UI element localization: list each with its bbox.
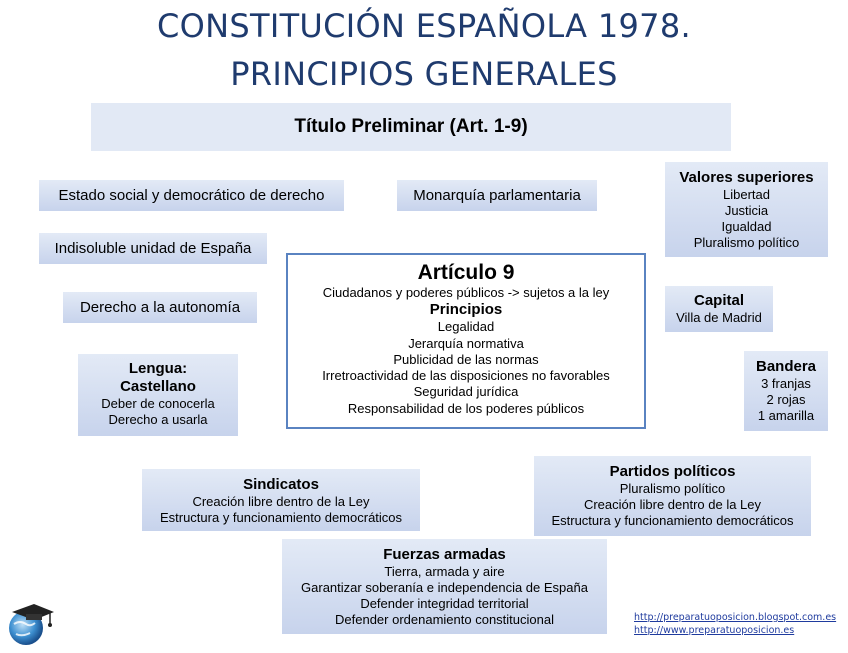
- fuerzas-item: Garantizar soberanía e independencia de España: [301, 580, 588, 595]
- lengua-item: Deber de conocerla: [101, 396, 215, 411]
- articulo9-item: Responsabilidad de los poderes públicos: [347, 400, 585, 416]
- blog-link[interactable]: http://preparatuoposicion.blogspot.com.es: [634, 612, 837, 623]
- valores-header: Valores superiores: [679, 169, 814, 186]
- lengua-header-line: Castellano: [120, 378, 196, 395]
- box-autonomia: [63, 292, 257, 323]
- articulo9-header: Artículo 9: [417, 261, 515, 284]
- articulo9-item: Publicidad de las normas: [393, 351, 539, 367]
- box-bandera: [744, 351, 828, 431]
- fuerzas-item: Defender integridad territorial: [360, 596, 529, 611]
- unidad-label: Indisoluble unidad de España: [54, 240, 252, 257]
- partidos-item: Creación libre dentro de la Ley: [583, 497, 762, 512]
- valores-item: Justicia: [724, 203, 769, 218]
- articulo9-item: Legalidad: [437, 319, 495, 335]
- bandera-item: 1 amarilla: [757, 408, 815, 423]
- articulo9-item: Irretroactividad de las disposiciones no favorables: [322, 368, 610, 384]
- bandera-item: 2 rojas: [766, 392, 806, 407]
- bandera-header: Bandera: [755, 358, 817, 375]
- box-estado-social: [39, 180, 344, 211]
- autonomia-label: Derecho a la autonomía: [79, 299, 241, 316]
- fuerzas-item: Defender ordenamiento constitucional: [335, 612, 554, 627]
- capital-header: Capital: [693, 292, 744, 309]
- box-fuerzas-armadas: [282, 539, 607, 634]
- partidos-header: Partidos políticos: [609, 463, 736, 480]
- box-unidad: [39, 233, 267, 264]
- fuerzas-item: Tierra, armada y aire: [384, 564, 505, 579]
- box-lengua: [78, 354, 238, 436]
- articulo9-item: Seguridad jurídica: [413, 384, 519, 400]
- banner-label: Título Preliminar (Art. 1-9): [294, 116, 528, 137]
- valores-item: Libertad: [723, 187, 770, 202]
- title-line-1: CONSTITUCIÓN ESPAÑOLA 1978.: [157, 7, 691, 45]
- box-valores-superiores: [665, 162, 828, 257]
- sindicatos-header: Sindicatos: [243, 476, 319, 493]
- sindicatos-item: Estructura y funcionamiento democráticos: [159, 510, 403, 525]
- box-articulo-9: [286, 253, 646, 429]
- website-link[interactable]: http://www.preparatuoposicion.es: [634, 625, 795, 636]
- box-sindicatos: [142, 469, 420, 531]
- box-partidos-politicos: [534, 456, 811, 536]
- articulo9-intro: Ciudadanos y poderes públicos -> sujetos a la ley: [322, 285, 610, 300]
- valores-item: Pluralismo político: [693, 235, 800, 250]
- banner-titulo-preliminar: [91, 103, 731, 151]
- lengua-header-line: Lengua:: [128, 360, 188, 377]
- articulo9-subheader: Principios: [429, 301, 503, 319]
- valores-item: Igualdad: [721, 219, 772, 234]
- monarquia-label: Monarquía parlamentaria: [413, 187, 581, 204]
- sindicatos-item: Creación libre dentro de la Ley: [192, 494, 370, 509]
- box-monarquia: [397, 180, 597, 211]
- fuerzas-header: Fuerzas armadas: [383, 546, 506, 563]
- partidos-item: Estructura y funcionamiento democráticos: [551, 513, 794, 528]
- box-capital: [665, 286, 773, 332]
- articulo9-item: Jerarquía normativa: [408, 335, 524, 351]
- estado-label: Estado social y democrático de derecho: [58, 187, 325, 204]
- partidos-item: Pluralismo político: [619, 481, 726, 496]
- lengua-item: Derecho a usarla: [108, 412, 208, 427]
- graduation-globe-logo: [4, 600, 56, 653]
- bandera-item: 3 franjas: [761, 376, 811, 391]
- capital-item: Villa de Madrid: [676, 310, 762, 325]
- title-line-2: PRINCIPIOS GENERALES: [230, 55, 618, 93]
